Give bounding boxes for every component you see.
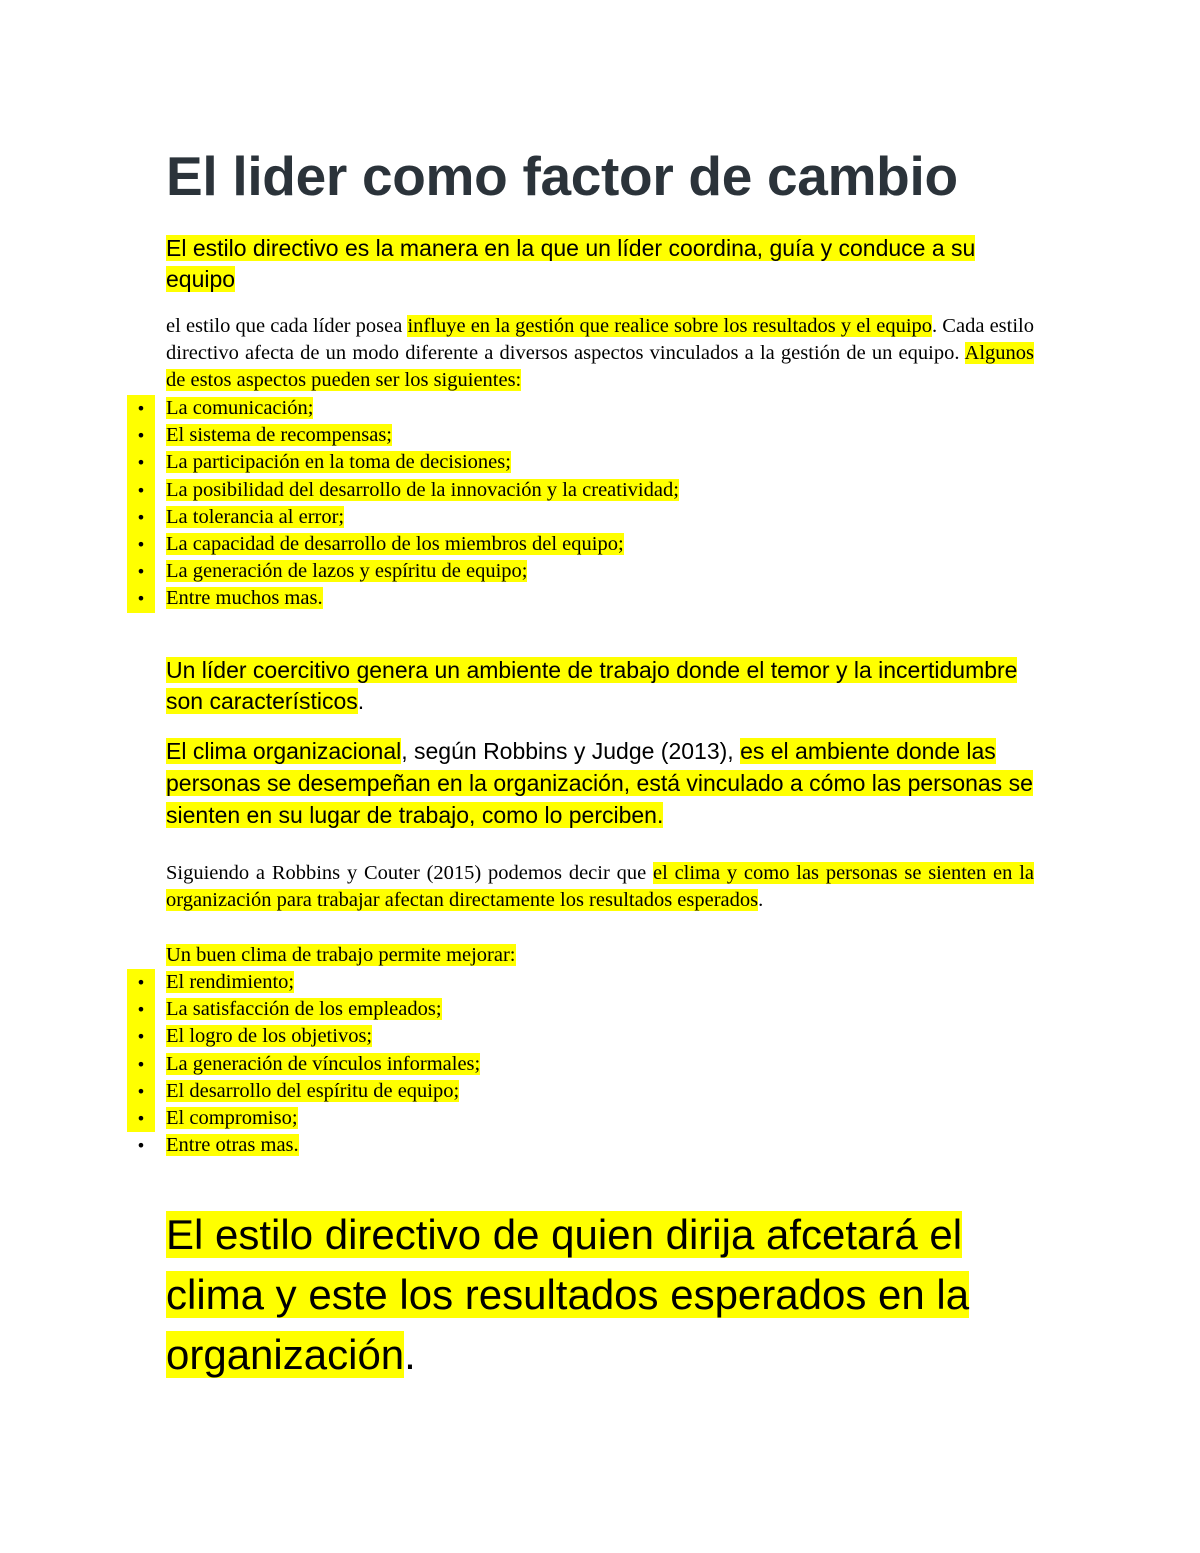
list-item-text: El rendimiento; — [166, 971, 295, 993]
list-item — [136, 996, 480, 1023]
list-item — [136, 504, 679, 531]
bullet-icon: • — [127, 585, 155, 612]
paragraph-lider-coercitivo — [166, 655, 1026, 717]
highlighted-text: Un buen clima de trabajo permite mejorar: — [166, 944, 516, 966]
list-item-text: La generación de vínculos informales; — [166, 1052, 481, 1075]
paragraph-text: . — [404, 1331, 416, 1378]
aspects-list — [136, 395, 679, 613]
bullet-icon: • — [127, 477, 155, 504]
list-item-text: La generación de lazos y espíritu de equipo; — [166, 560, 528, 583]
highlighted-text: El estilo directivo es la manera en la que un líder coordina, guía y conduce a su equipo — [166, 235, 976, 292]
bullet-icon: • — [127, 531, 155, 558]
highlighted-text: el clima y como las personas se sienten en la organización para trabajar afectan directamente los resultados esperados — [166, 862, 1034, 912]
subtitle-definition — [166, 233, 1036, 295]
bullet-icon: • — [127, 969, 155, 996]
list-item — [136, 1105, 480, 1132]
list-item-text: La posibilidad del desarrollo de la innovación y la creatividad; — [166, 478, 679, 501]
list-item-text: La participación en la toma de decisiones; — [166, 451, 511, 474]
bullet-icon: • — [127, 996, 155, 1023]
bullet-icon: • — [127, 1105, 155, 1132]
list-item — [136, 585, 679, 612]
list-item — [136, 1132, 480, 1159]
list-item — [136, 477, 679, 504]
paragraph-text: . Cada estilo directivo afecta de un modo diferente a diversos aspectos vinculados a la gestión de un equipo. — [166, 315, 1034, 365]
list-item — [136, 1023, 480, 1050]
highlighted-text: es el ambiente donde las personas se desempeñan en la organización, está vinculado a cómo las personas se sienten en su lugar de trabajo, como lo perciben. — [166, 738, 1033, 828]
list-item — [136, 558, 679, 585]
paragraph-siguiendo — [166, 860, 1034, 914]
list-item-text: La satisfacción de los empleados; — [166, 998, 442, 1021]
list-item — [136, 969, 480, 996]
list-item — [136, 531, 679, 558]
list-item — [136, 449, 679, 476]
list-item-text: Entre otras mas. — [166, 1134, 299, 1157]
highlighted-text: El estilo directivo de quien dirija afcetará el clima y este los resultados esperados en la organización — [166, 1211, 970, 1378]
list-item — [136, 395, 679, 422]
paragraph-clima-organizacional — [166, 735, 1036, 831]
list-item-text: La comunicación; — [166, 397, 314, 419]
highlighted-text: influye en la gestión que realice sobre los resultados y el equipo — [407, 315, 933, 337]
list-item-text: El compromiso; — [166, 1107, 298, 1130]
paragraph-text: el estilo que cada líder posea — [166, 315, 408, 337]
bullet-icon: • — [127, 1023, 155, 1050]
list-item-text: El desarrollo del espíritu de equipo; — [166, 1079, 460, 1102]
bullet-icon: • — [127, 504, 155, 531]
highlighted-text: Algunos de estos aspectos pueden ser los siguientes: — [166, 342, 1034, 392]
paragraph-text: , según Robbins y Judge (2013), — [401, 738, 741, 764]
page-title: El lider como factor de cambio — [166, 145, 958, 207]
list-intro — [166, 942, 516, 969]
list-item-text: El sistema de recompensas; — [166, 424, 393, 447]
paragraph-estilo — [166, 313, 1034, 395]
bullet-icon: • — [127, 558, 155, 585]
bullet-icon: • — [127, 449, 155, 476]
list-item-text: Entre muchos mas. — [166, 587, 323, 610]
paragraph-text: . — [357, 688, 365, 714]
bullet-icon: • — [127, 1051, 155, 1078]
bullet-icon: • — [127, 422, 155, 449]
highlighted-text: El clima organizacional — [166, 738, 402, 764]
list-item — [136, 422, 679, 449]
paragraph-text: . — [758, 889, 764, 912]
list-item-text: La capacidad de desarrollo de los miembros del equipo; — [166, 533, 624, 556]
bullet-icon: • — [127, 395, 155, 422]
list-item — [136, 1051, 481, 1078]
bullet-icon: • — [127, 1078, 155, 1105]
conclusion-statement — [166, 1205, 1066, 1385]
bullet-icon: • — [136, 1136, 146, 1156]
paragraph-text: Siguiendo a Robbins y Couter (2015) podemos decir que — [166, 862, 653, 884]
highlighted-text: Un líder coercitivo genera un ambiente de trabajo donde el temor y la incertidumbre son característicos — [166, 657, 1018, 714]
list-item-text: La tolerancia al error; — [166, 505, 345, 528]
list-item-text: El logro de los objetivos; — [166, 1025, 373, 1048]
benefits-list — [136, 969, 481, 1159]
list-item — [136, 1078, 480, 1105]
